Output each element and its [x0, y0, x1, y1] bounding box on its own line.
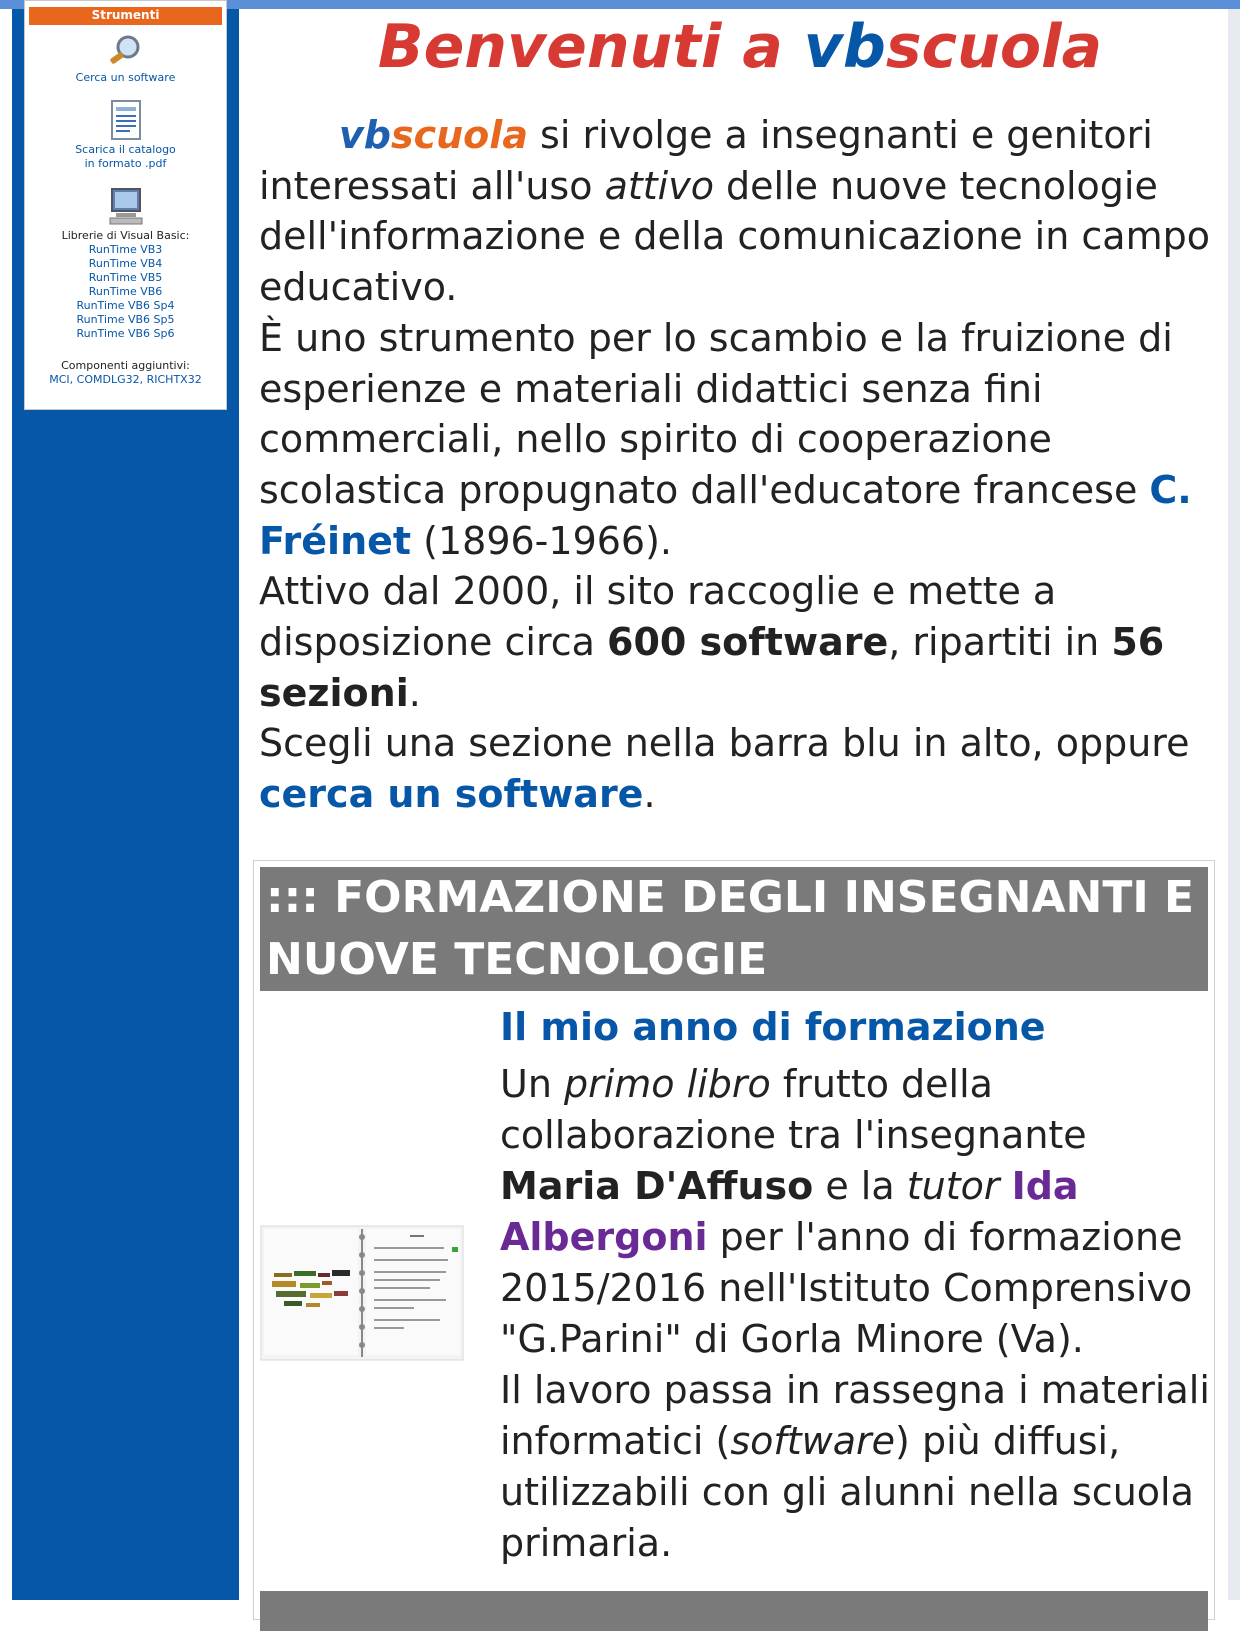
- catalog-label-line1: Scarica il catalogo: [75, 143, 176, 156]
- intro-p1-em: attivo: [604, 163, 714, 208]
- title-part-vb: vb: [803, 12, 886, 82]
- section-header: ::: FORMAZIONE DEGLI INSEGNANTI E NUOVE TECNOLOGIE: [260, 867, 1208, 991]
- body-text-b: frutto della collaborazione tra l'insegnante: [500, 1062, 1087, 1157]
- freinet-link[interactable]: C. Fréinet: [259, 467, 1192, 563]
- intro-p3-c: , ripartiti in: [888, 620, 1112, 665]
- additional-components: [25, 359, 226, 387]
- intro-p3-d: .: [408, 670, 421, 715]
- intro-p1-end: delle nuove tecnologie dell'informazione e della comunicazione in campo educativo.: [259, 163, 1210, 310]
- section-count: 56 sezioni: [259, 620, 1165, 715]
- tools-header: Strumenti: [29, 7, 222, 25]
- book-thumbnail-image: [260, 1225, 464, 1361]
- intro-p2: È uno strumento per lo scambio e la fruizione di esperienze e materiali didattici senza fini commerciali, nello spirito di cooperazione scolastica propugnato dall'educatore francese: [259, 315, 1173, 512]
- components-title: Componenti aggiuntivi:: [61, 359, 190, 372]
- vb-libraries-title: Librerie di Visual Basic:: [61, 229, 190, 242]
- tutor-link[interactable]: Ida Albergoni: [500, 1164, 1079, 1259]
- download-catalog-link[interactable]: [25, 99, 226, 171]
- body2-em-software: software: [730, 1419, 896, 1463]
- runtime-vb6-sp4-link[interactable]: RunTime VB6 Sp4: [76, 299, 175, 312]
- intro-p2-end: (1896-1966).: [411, 518, 672, 563]
- body-em-first-book: primo libro: [563, 1062, 771, 1106]
- runtime-vb6-sp5-link[interactable]: RunTime VB6 Sp5: [76, 313, 175, 326]
- runtime-vb3-link[interactable]: RunTime VB3: [88, 243, 163, 256]
- components-link[interactable]: MCI, COMDLG32, RICHTX32: [49, 373, 202, 386]
- tools-panel: [24, 0, 227, 410]
- runtime-vb6-sp6-link[interactable]: RunTime VB6 Sp6: [76, 327, 175, 340]
- page-title: [255, 10, 1225, 90]
- search-software-label: Cerca un software: [75, 71, 176, 84]
- body-text-d: [999, 1164, 1011, 1208]
- next-section-header: [260, 1591, 1208, 1631]
- title-part-scuola: scuola: [885, 12, 1103, 82]
- intro-p4: Scegli una sezione nella barra blu in alto, oppure: [259, 721, 1190, 766]
- catalog-label-line2: in formato .pdf: [84, 157, 167, 170]
- main-content: [255, 0, 1225, 820]
- article: [500, 1001, 1210, 1569]
- search-software-text-link[interactable]: cerca un software: [259, 772, 644, 817]
- intro-p3: Attivo dal 2000, il sito raccoglie e mette a disposizione circa: [259, 569, 1057, 665]
- body2-text-b: ) più diffusi, utilizzabili con gli alunni nella scuola primaria.: [500, 1419, 1194, 1565]
- body-em-tutor: tutor: [906, 1164, 1000, 1208]
- brand-vb: vb: [339, 113, 391, 157]
- intro-p1: si rivolge a insegnanti e genitori interessati all'uso: [259, 113, 1153, 208]
- runtime-vb5-link[interactable]: RunTime VB5: [88, 271, 163, 284]
- intro-p4-end: .: [643, 772, 656, 817]
- intro-text: [259, 110, 1225, 820]
- vb-libraries: [25, 187, 226, 341]
- computer-icon: [106, 187, 146, 227]
- article-title[interactable]: Il mio anno di formazione: [500, 1005, 1046, 1049]
- right-edge: [1228, 9, 1240, 1600]
- body2-text-a: Il lavoro passa in rassegna i materiali informatici (: [500, 1368, 1210, 1463]
- search-software-link[interactable]: [25, 33, 226, 85]
- runtime-vb4-link[interactable]: RunTime VB4: [88, 257, 163, 270]
- title-part-welcome: Benvenuti a: [377, 12, 804, 82]
- document-icon: [108, 99, 144, 141]
- brand-scuola: scuola: [390, 113, 528, 157]
- runtime-vb6-link[interactable]: RunTime VB6: [88, 285, 163, 298]
- body-text-a: Un: [500, 1062, 564, 1106]
- body-text-c: e la: [813, 1164, 907, 1208]
- software-count: 600 software: [607, 620, 889, 665]
- training-section: [253, 860, 1215, 1620]
- body-text-e: per l'anno di formazione 2015/2016 nell'Istituto Comprensivo "G.Parini" di Gorla Minore (Va).: [500, 1215, 1193, 1361]
- magnifier-icon: [104, 33, 148, 69]
- article-body: [500, 1059, 1210, 1569]
- author-name: Maria D'Affuso: [500, 1164, 814, 1208]
- book-thumbnail[interactable]: [260, 1225, 464, 1361]
